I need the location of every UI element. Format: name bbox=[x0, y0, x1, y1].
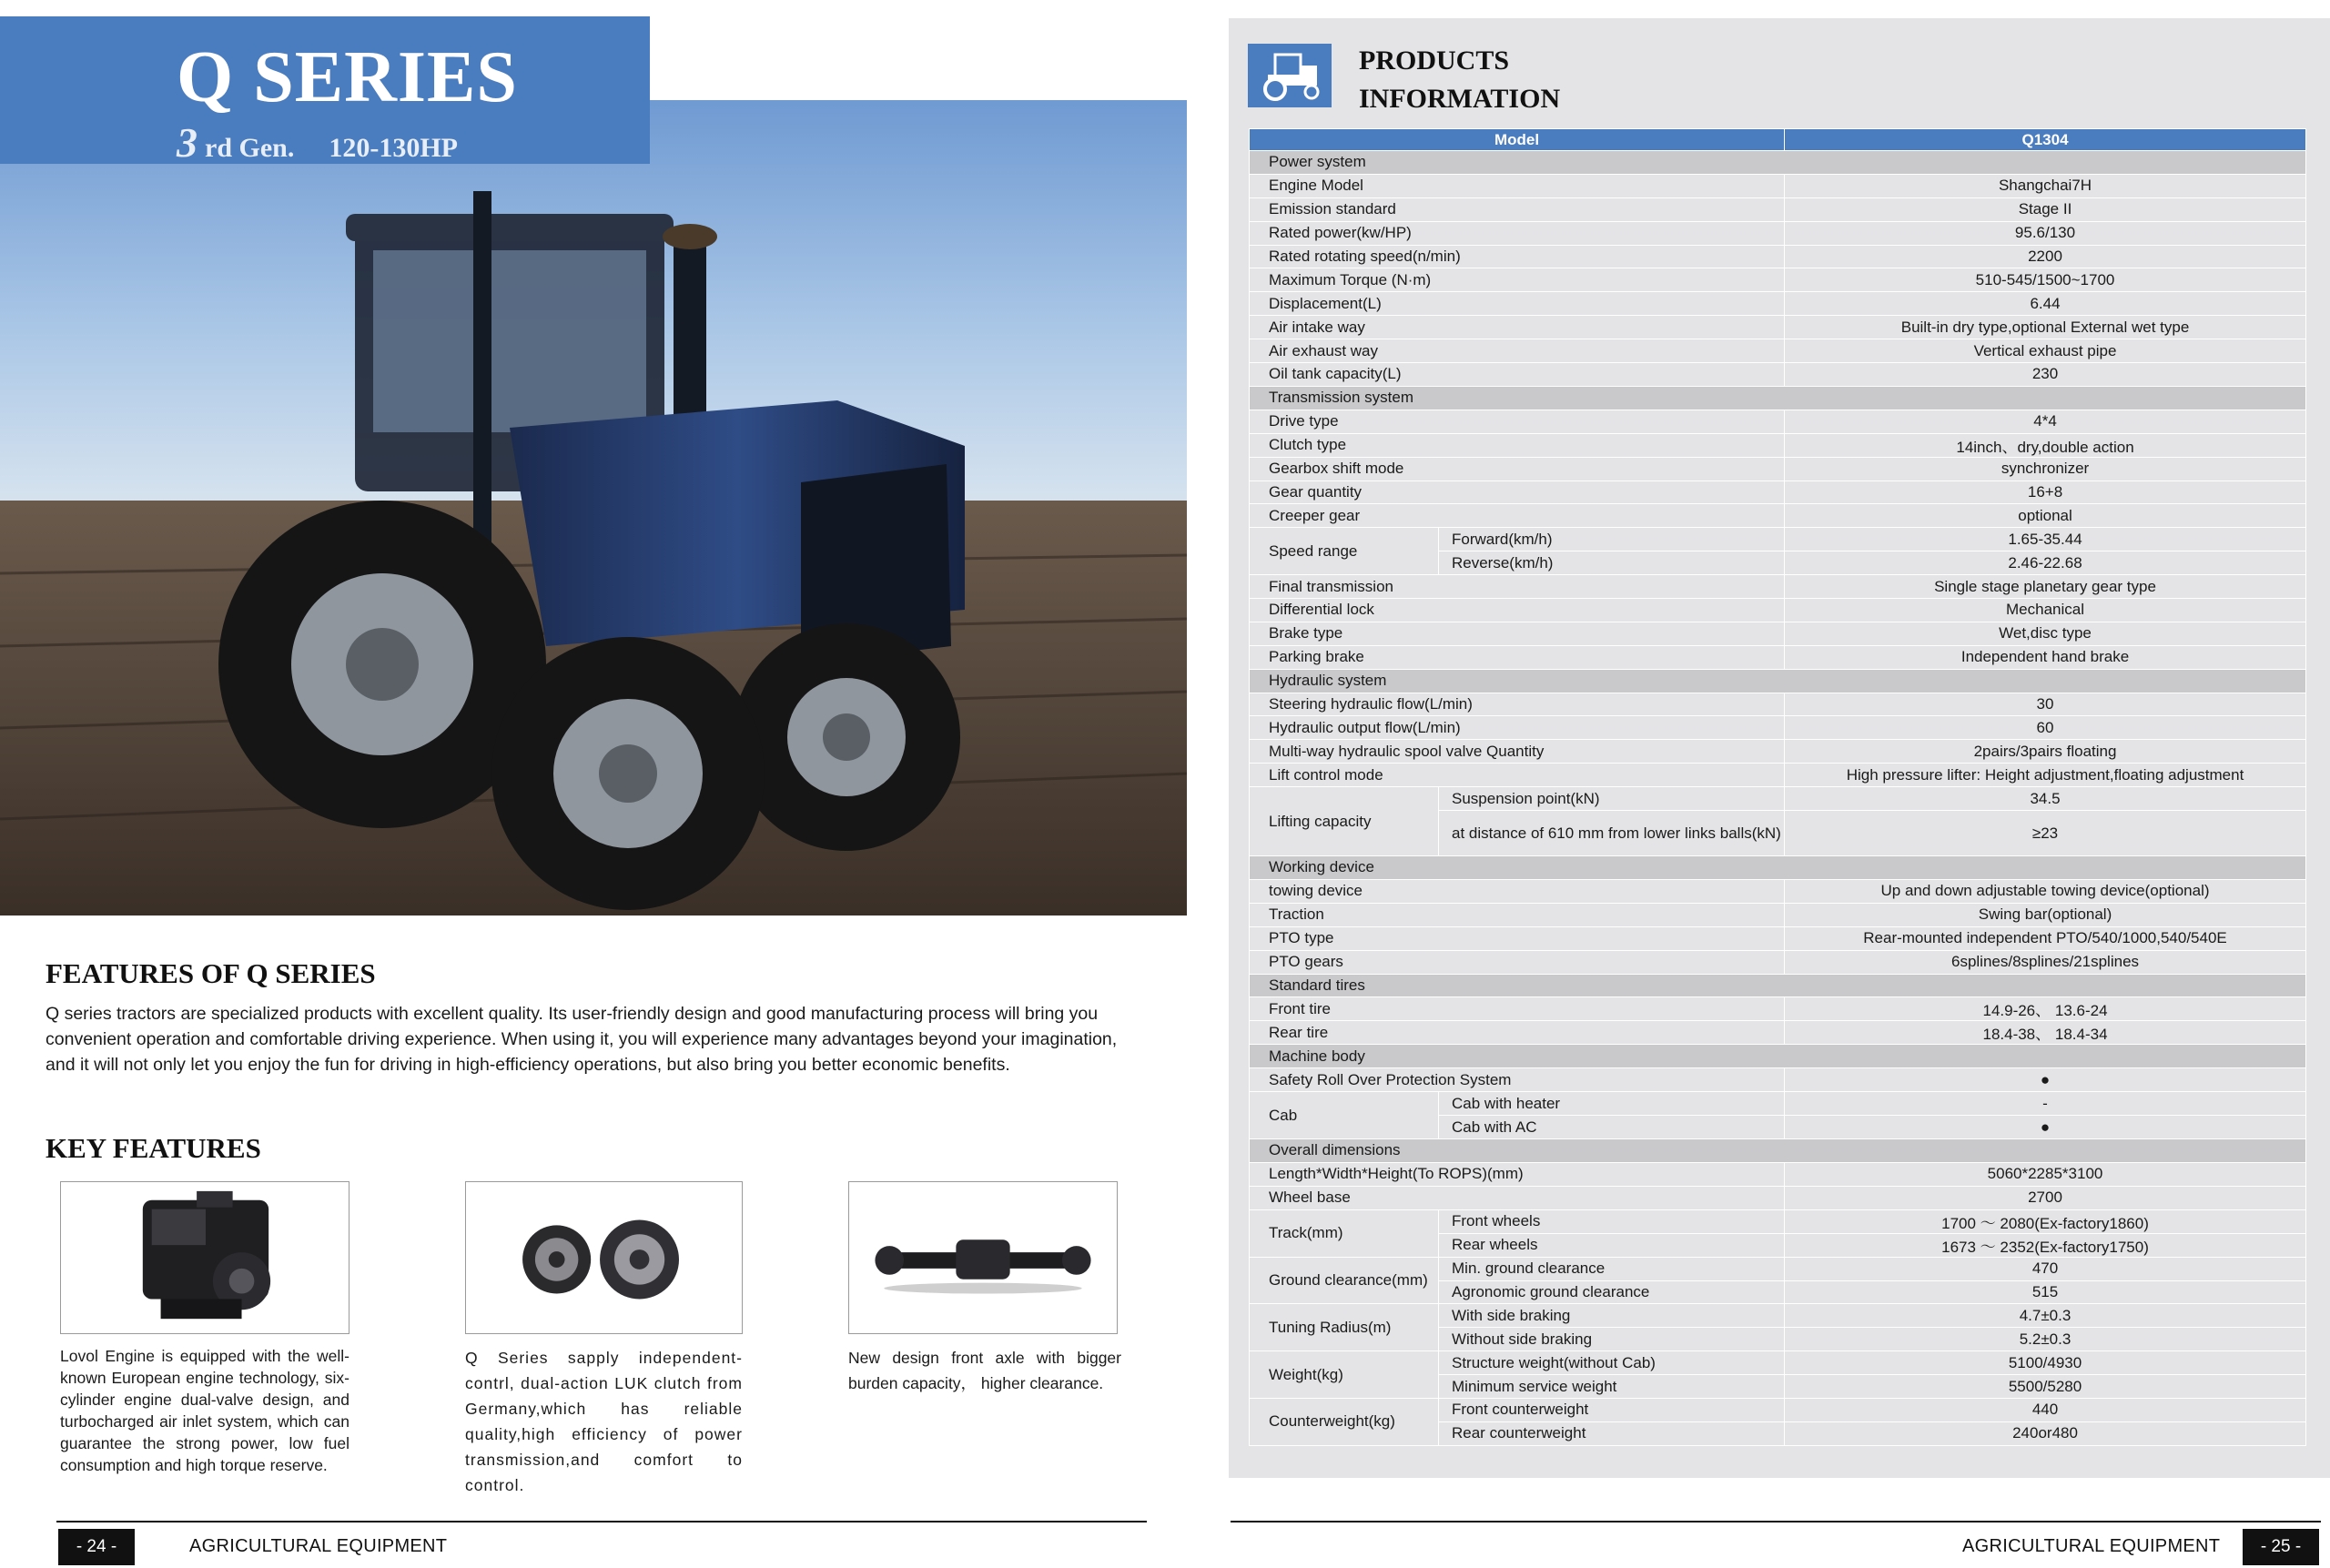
table-row bbox=[1250, 1398, 2306, 1421]
row-sublabel: at distance of 610 mm from lower links balls(kN) bbox=[1439, 811, 1785, 856]
table-row bbox=[1250, 316, 2306, 339]
engine-photo bbox=[60, 1181, 350, 1334]
row-value: Wet,disc type bbox=[1785, 622, 2306, 645]
row-sublabel: Rear counterweight bbox=[1439, 1421, 1785, 1445]
section-row bbox=[1250, 669, 2306, 693]
row-sublabel: Minimum service weight bbox=[1439, 1375, 1785, 1399]
row-value: 4*4 bbox=[1785, 410, 2306, 433]
hp-range: 120-130HP bbox=[329, 133, 458, 163]
key-features-heading: KEY FEATURES bbox=[46, 1132, 261, 1164]
info-title-line2: INFORMATION bbox=[1359, 84, 1561, 114]
row-value: Single stage planetary gear type bbox=[1785, 575, 2306, 599]
row-label: Rated power(kw/HP) bbox=[1250, 221, 1785, 245]
section-row bbox=[1250, 974, 2306, 997]
row-value: 1700 ～ 2080(Ex-factory1860) bbox=[1785, 1209, 2306, 1233]
row-value: Up and down adjustable towing device(optional) bbox=[1785, 879, 2306, 903]
table-row bbox=[1250, 245, 2306, 268]
table-row bbox=[1250, 693, 2306, 716]
row-label: Speed range bbox=[1250, 528, 1439, 575]
features-heading: FEATURES OF Q SERIES bbox=[46, 957, 376, 989]
row-sublabel: Front wheels bbox=[1439, 1209, 1785, 1233]
row-label: Rear tire bbox=[1250, 1021, 1785, 1045]
row-label: Wheel base bbox=[1250, 1186, 1785, 1209]
row-value: 2pairs/3pairs floating bbox=[1785, 740, 2306, 764]
tractor-in-field-photo bbox=[0, 100, 1187, 916]
table-row bbox=[1250, 292, 2306, 316]
row-label: Multi-way hydraulic spool valve Quantity bbox=[1250, 740, 1785, 764]
row-value: 14.9-26、 13.6-24 bbox=[1785, 997, 2306, 1021]
row-label: Air intake way bbox=[1250, 316, 1785, 339]
table-row bbox=[1250, 433, 2306, 457]
row-label: Lifting capacity bbox=[1250, 787, 1439, 856]
row-sublabel: Suspension point(kN) bbox=[1439, 787, 1785, 811]
section-row bbox=[1250, 151, 2306, 175]
table-row bbox=[1250, 197, 2306, 221]
section-label: Hydraulic system bbox=[1250, 669, 2306, 693]
row-label: Maximum Torque (N·m) bbox=[1250, 268, 1785, 292]
table-row bbox=[1250, 174, 2306, 197]
section-label: Power system bbox=[1250, 151, 2306, 175]
table-row bbox=[1250, 1162, 2306, 1186]
series-title: Q SERIES bbox=[177, 37, 518, 117]
table-row bbox=[1250, 950, 2306, 974]
row-label: Steering hydraulic flow(L/min) bbox=[1250, 693, 1785, 716]
products-info-title bbox=[1359, 42, 1560, 118]
row-value: 470 bbox=[1785, 1257, 2306, 1280]
row-label: Clutch type bbox=[1250, 433, 1785, 457]
section-label: Transmission system bbox=[1250, 386, 2306, 410]
table-row bbox=[1250, 1021, 2306, 1045]
row-value: Stage II bbox=[1785, 197, 2306, 221]
table-row bbox=[1250, 528, 2306, 551]
table-row bbox=[1250, 622, 2306, 645]
table-row bbox=[1250, 1068, 2306, 1092]
row-sublabel: Cab with heater bbox=[1439, 1092, 1785, 1116]
row-label: Hydraulic output flow(L/min) bbox=[1250, 716, 1785, 740]
table-row bbox=[1250, 926, 2306, 950]
row-label: Emission standard bbox=[1250, 197, 1785, 221]
features-body: Q series tractors are specialized products with excellent quality. Its user-friendly design and good manufacturing process will bring you convenient operation and comfortable driving experience. When using it, you will experience many advantages beyond your imagination, and it will not only let you enjoy the fun for driving in high-efficiency operations, but also bring you better economic benefits. bbox=[46, 1004, 1118, 1075]
row-value: ● bbox=[1785, 1116, 2306, 1139]
row-label: PTO gears bbox=[1250, 950, 1785, 974]
generation-line bbox=[177, 118, 458, 167]
section-label: Working device bbox=[1250, 856, 2306, 880]
row-value: synchronizer bbox=[1785, 457, 2306, 481]
row-value: 515 bbox=[1785, 1280, 2306, 1304]
row-label: Parking brake bbox=[1250, 645, 1785, 669]
row-value: Swing bar(optional) bbox=[1785, 903, 2306, 926]
table-row bbox=[1250, 1257, 2306, 1280]
row-label: Tuning Radius(m) bbox=[1250, 1304, 1439, 1351]
section-label: Standard tires bbox=[1250, 974, 2306, 997]
table-row bbox=[1250, 1186, 2306, 1209]
row-label: towing device bbox=[1250, 879, 1785, 903]
section-row bbox=[1250, 1045, 2306, 1068]
table-row bbox=[1250, 1304, 2306, 1328]
table-row bbox=[1250, 787, 2306, 811]
row-label: Cab bbox=[1250, 1092, 1439, 1139]
row-label: Rated rotating speed(n/min) bbox=[1250, 245, 1785, 268]
row-value: High pressure lifter: Height adjustment,floating adjustment bbox=[1785, 764, 2306, 787]
row-value: Mechanical bbox=[1785, 599, 2306, 622]
row-sublabel: Front counterweight bbox=[1439, 1398, 1785, 1421]
page-number-right: - 25 - bbox=[2243, 1529, 2319, 1565]
row-label: Creeper gear bbox=[1250, 504, 1785, 528]
table-row bbox=[1250, 410, 2306, 433]
row-value: Vertical exhaust pipe bbox=[1785, 339, 2306, 363]
model-value-header: Q1304 bbox=[1785, 129, 2306, 151]
row-label: Ground clearance(mm) bbox=[1250, 1257, 1439, 1304]
table-row bbox=[1250, 903, 2306, 926]
row-value: 16+8 bbox=[1785, 481, 2306, 504]
table-row bbox=[1250, 716, 2306, 740]
row-value: 60 bbox=[1785, 716, 2306, 740]
row-value: Independent hand brake bbox=[1785, 645, 2306, 669]
table-row bbox=[1250, 339, 2306, 363]
section-label: Machine body bbox=[1250, 1045, 2306, 1068]
clutch-photo bbox=[465, 1181, 743, 1334]
section-row bbox=[1250, 386, 2306, 410]
row-value: 6splines/8splines/21splines bbox=[1785, 950, 2306, 974]
row-label: Gearbox shift mode bbox=[1250, 457, 1785, 481]
table-row bbox=[1250, 1209, 2306, 1233]
row-sublabel: Reverse(km/h) bbox=[1439, 551, 1785, 575]
row-value: 1.65-35.44 bbox=[1785, 528, 2306, 551]
table-row bbox=[1250, 221, 2306, 245]
row-value: 230 bbox=[1785, 363, 2306, 387]
table-row bbox=[1250, 740, 2306, 764]
row-value: - bbox=[1785, 1092, 2306, 1116]
table-row bbox=[1250, 575, 2306, 599]
row-value: 5060*2285*3100 bbox=[1785, 1162, 2306, 1186]
row-sublabel: Without side braking bbox=[1439, 1328, 1785, 1351]
row-label: Drive type bbox=[1250, 410, 1785, 433]
table-row bbox=[1250, 1092, 2306, 1116]
info-title-line1: PRODUCTS bbox=[1359, 46, 1510, 76]
row-label: Differential lock bbox=[1250, 599, 1785, 622]
table-row bbox=[1250, 599, 2306, 622]
row-sublabel: With side braking bbox=[1439, 1304, 1785, 1328]
row-label: Length*Width*Height(To ROPS)(mm) bbox=[1250, 1162, 1785, 1186]
row-value: Rear-mounted independent PTO/540/1000,540/540E bbox=[1785, 926, 2306, 950]
row-label: Displacement(L) bbox=[1250, 292, 1785, 316]
row-value: ≥23 bbox=[1785, 811, 2306, 856]
row-value: 510-545/1500~1700 bbox=[1785, 268, 2306, 292]
section-label: Overall dimensions bbox=[1250, 1138, 2306, 1162]
row-sublabel: Agronomic ground clearance bbox=[1439, 1280, 1785, 1304]
row-value: 14inch、dry,double action bbox=[1785, 433, 2306, 457]
row-sublabel: Cab with AC bbox=[1439, 1116, 1785, 1139]
page-number-left: - 24 - bbox=[58, 1529, 135, 1565]
row-label: Counterweight(kg) bbox=[1250, 1398, 1439, 1445]
row-value: 30 bbox=[1785, 693, 2306, 716]
row-label: Final transmission bbox=[1250, 575, 1785, 599]
row-value: 440 bbox=[1785, 1398, 2306, 1421]
table-row bbox=[1250, 764, 2306, 787]
row-label: Weight(kg) bbox=[1250, 1351, 1439, 1399]
row-value: Built-in dry type,optional External wet type bbox=[1785, 316, 2306, 339]
table-row bbox=[1250, 879, 2306, 903]
row-label: Traction bbox=[1250, 903, 1785, 926]
table-header-row bbox=[1250, 129, 2306, 151]
front-axle-photo bbox=[848, 1181, 1118, 1334]
footer-rule-left bbox=[56, 1521, 1147, 1522]
row-label: Gear quantity bbox=[1250, 481, 1785, 504]
row-value: 5500/5280 bbox=[1785, 1375, 2306, 1399]
row-value: 4.7±0.3 bbox=[1785, 1304, 2306, 1328]
axle-caption: New design front axle with bigger burden capacity， higher clearance. bbox=[848, 1349, 1121, 1392]
row-sublabel: Rear wheels bbox=[1439, 1233, 1785, 1257]
row-label: Brake type bbox=[1250, 622, 1785, 645]
table-row bbox=[1250, 645, 2306, 669]
table-row bbox=[1250, 1351, 2306, 1375]
row-sublabel: Min. ground clearance bbox=[1439, 1257, 1785, 1280]
row-label: Air exhaust way bbox=[1250, 339, 1785, 363]
table-row bbox=[1250, 363, 2306, 387]
row-label: Oil tank capacity(L) bbox=[1250, 363, 1785, 387]
row-value: 5.2±0.3 bbox=[1785, 1328, 2306, 1351]
row-label: Track(mm) bbox=[1250, 1209, 1439, 1257]
table-row bbox=[1250, 457, 2306, 481]
section-row bbox=[1250, 1138, 2306, 1162]
row-value: 2.46-22.68 bbox=[1785, 551, 2306, 575]
generation-number: 3 bbox=[177, 119, 198, 166]
tractor-icon bbox=[1248, 44, 1332, 107]
table-row bbox=[1250, 504, 2306, 528]
clutch-caption: Q Series sapply independent-contrl, dual-action LUK clutch from Germany,which has reliable quality,high efficiency of power transmission,and comfort to control. bbox=[465, 1349, 743, 1494]
row-value: optional bbox=[1785, 504, 2306, 528]
table-row bbox=[1250, 268, 2306, 292]
row-label: Front tire bbox=[1250, 997, 1785, 1021]
section-row bbox=[1250, 856, 2306, 880]
row-value: Shangchai7H bbox=[1785, 174, 2306, 197]
row-value: 5100/4930 bbox=[1785, 1351, 2306, 1375]
table-row bbox=[1250, 481, 2306, 504]
footer-rule-right bbox=[1231, 1521, 2321, 1522]
row-value: 34.5 bbox=[1785, 787, 2306, 811]
row-label: Lift control mode bbox=[1250, 764, 1785, 787]
row-label: Safety Roll Over Protection System bbox=[1250, 1068, 1785, 1092]
row-sublabel: Forward(km/h) bbox=[1439, 528, 1785, 551]
row-value: 1673 ～ 2352(Ex-factory1750) bbox=[1785, 1233, 2306, 1257]
row-value: 2200 bbox=[1785, 245, 2306, 268]
row-value: 95.6/130 bbox=[1785, 221, 2306, 245]
spec-table bbox=[1249, 128, 2306, 1446]
footer-label-right: AGRICULTURAL EQUIPMENT bbox=[1962, 1536, 2221, 1556]
row-value: 240or480 bbox=[1785, 1421, 2306, 1445]
row-label: Engine Model bbox=[1250, 174, 1785, 197]
table-row bbox=[1250, 997, 2306, 1021]
title-banner bbox=[0, 16, 650, 164]
row-value: 2700 bbox=[1785, 1186, 2306, 1209]
row-value: 18.4-38、 18.4-34 bbox=[1785, 1021, 2306, 1045]
row-value: ● bbox=[1785, 1068, 2306, 1092]
footer-label-left: AGRICULTURAL EQUIPMENT bbox=[189, 1536, 448, 1556]
row-value: 6.44 bbox=[1785, 292, 2306, 316]
row-sublabel: Structure weight(without Cab) bbox=[1439, 1351, 1785, 1375]
generation-suffix: rd Gen. bbox=[205, 133, 295, 163]
row-label: PTO type bbox=[1250, 926, 1785, 950]
model-header: Model bbox=[1250, 129, 1785, 151]
engine-caption: Lovol Engine is equipped with the well-known European engine technology, six-cylinder engine dual-valve design, and turbocharged air inlet system, which can guarantee the strong power, low fuel consumption and high torque reserve. bbox=[60, 1347, 350, 1474]
